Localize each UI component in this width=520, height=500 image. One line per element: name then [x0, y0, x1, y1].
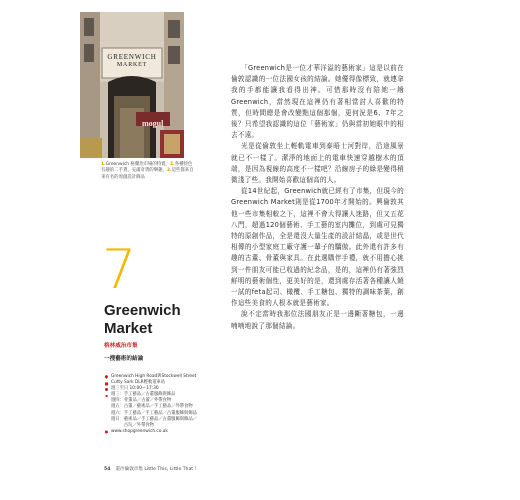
website-link[interactable]: www.shopgreenwich.co.uk	[111, 428, 168, 434]
location-pin-icon	[104, 375, 109, 380]
info-text: 週四：骨董品／古董／外帶食物	[111, 398, 172, 404]
caption-text-2: 各種特色有趣的二手貨，充滿奇貨的樂趣，	[101, 162, 193, 174]
chapter-title-line-1: Greenwich	[104, 302, 181, 319]
info-text: Greenwich High Road與Stockwell Street	[111, 374, 197, 379]
train-icon: ■	[104, 380, 109, 386]
info-website[interactable]	[104, 429, 216, 435]
photo-caption	[101, 162, 195, 181]
paragraph: 光是從倫敦坐上輕軌電車到泰晤士河對岸，沿途風景就已不一樣了。潔淨的地面上的電車快速穿越樹木的頂端，是因為視線的高度不一樣吧？沿線房子的綠是變得稍微淺了些。我開始喜歡這個高的人。	[231, 142, 404, 185]
paragraph: 「Greenwich是一位才華洋溢的藝術家」這是以前在倫敦認識的一位法國女孩的結論。她優得像標致，就連拿我的手都能讓我看得出神。可惜那時沒有陪她一趟Greenwich，當然現在這裡仍有著相當討人喜歡的特質，但時間總是會改變點這個那個，更何況是6、7年之後？只希望我認識的這位「藝術家」仍與當初她眼中的相去不遠。	[231, 64, 404, 140]
sign-market: MARKET	[116, 62, 148, 68]
info-text: Cutty Sark DLR輕軌電車站	[111, 380, 166, 386]
clock-icon	[104, 387, 109, 392]
info-text: 週三至日 10:00—17:30	[111, 386, 159, 392]
chapter-title-line-2: Market	[104, 320, 153, 337]
caption-text-1: Greenwich 格蘭治市場的特賣，	[105, 162, 170, 167]
market-info	[104, 374, 216, 435]
chapter-tagline: 一搜藝術的結論	[104, 356, 144, 362]
paragraph: 說不定當時我那位法國朋友正是一邊斷著糖包，一邊喃喃地說了那個結論。	[231, 310, 404, 330]
calendar-icon: ▪	[105, 392, 108, 398]
info-text: 週五：古董／藝術品／手工藝品／外帶食物	[111, 404, 193, 410]
page-number: 54	[104, 467, 111, 472]
chapter-subtitle: 格林威治市集	[104, 343, 138, 349]
page-footer	[104, 466, 196, 472]
shop-sign: mogul	[142, 119, 164, 128]
info-text: 古玩／外帶食物	[111, 422, 154, 428]
info-text: 週三：手工藝品／古董服飾與飾品	[111, 392, 176, 398]
info-text: 週日：藝術品／手工藝品／古董服飾與飾品／	[111, 416, 197, 422]
caption-text-3: 這些都來自來有名的原創設計飾品	[101, 168, 194, 180]
globe-icon: ●	[104, 429, 109, 435]
info-text: 週六：手工藝品／手工藝品／古董服飾與飾品	[111, 410, 197, 416]
magazine-page	[76, 12, 448, 488]
market-entrance-photo	[80, 12, 184, 158]
chapter-title	[104, 302, 224, 338]
article-body	[231, 63, 404, 332]
sign-greenwich: GREENWICH	[107, 53, 157, 61]
chapter-number: 7	[102, 238, 137, 301]
running-footer: 還沙倫敦市集 Little This, Little That !	[115, 467, 197, 472]
market-entrance-illustration	[80, 12, 184, 158]
caption-number-1: 1.	[101, 162, 106, 167]
caption-number-2: 2.	[169, 162, 175, 167]
caption-number-3: 3.	[166, 168, 172, 174]
paragraph: 從14世紀起，Greenwich就已經有了市集，但現今的Greenwich Market則是從1700年才開始的。興倫敦其他一些市集相較之下，這裡不會大得讓人迷路，但又五花八門，超過120個藝術、手工藝的室內攤位，到處可見獨特的原創作品，全是還沒大量生產的設計結晶，或是世代相傳的小型家庭工廠守護一輩子的驕傲。此外還有許多有趣的古董、骨董與家具。在此選購伴手禮，就不用擔心挑到一件朋友可能已收過的紀念品，是的，這裡仍有著強烈鮮明的藝術個性，更美好的是，還到處存活著各種讓人饒一試的feta起司、橄欖、手工糖包、獨特的調味茶葉，創作這些美食的人根本就是藝術家。	[231, 187, 404, 308]
